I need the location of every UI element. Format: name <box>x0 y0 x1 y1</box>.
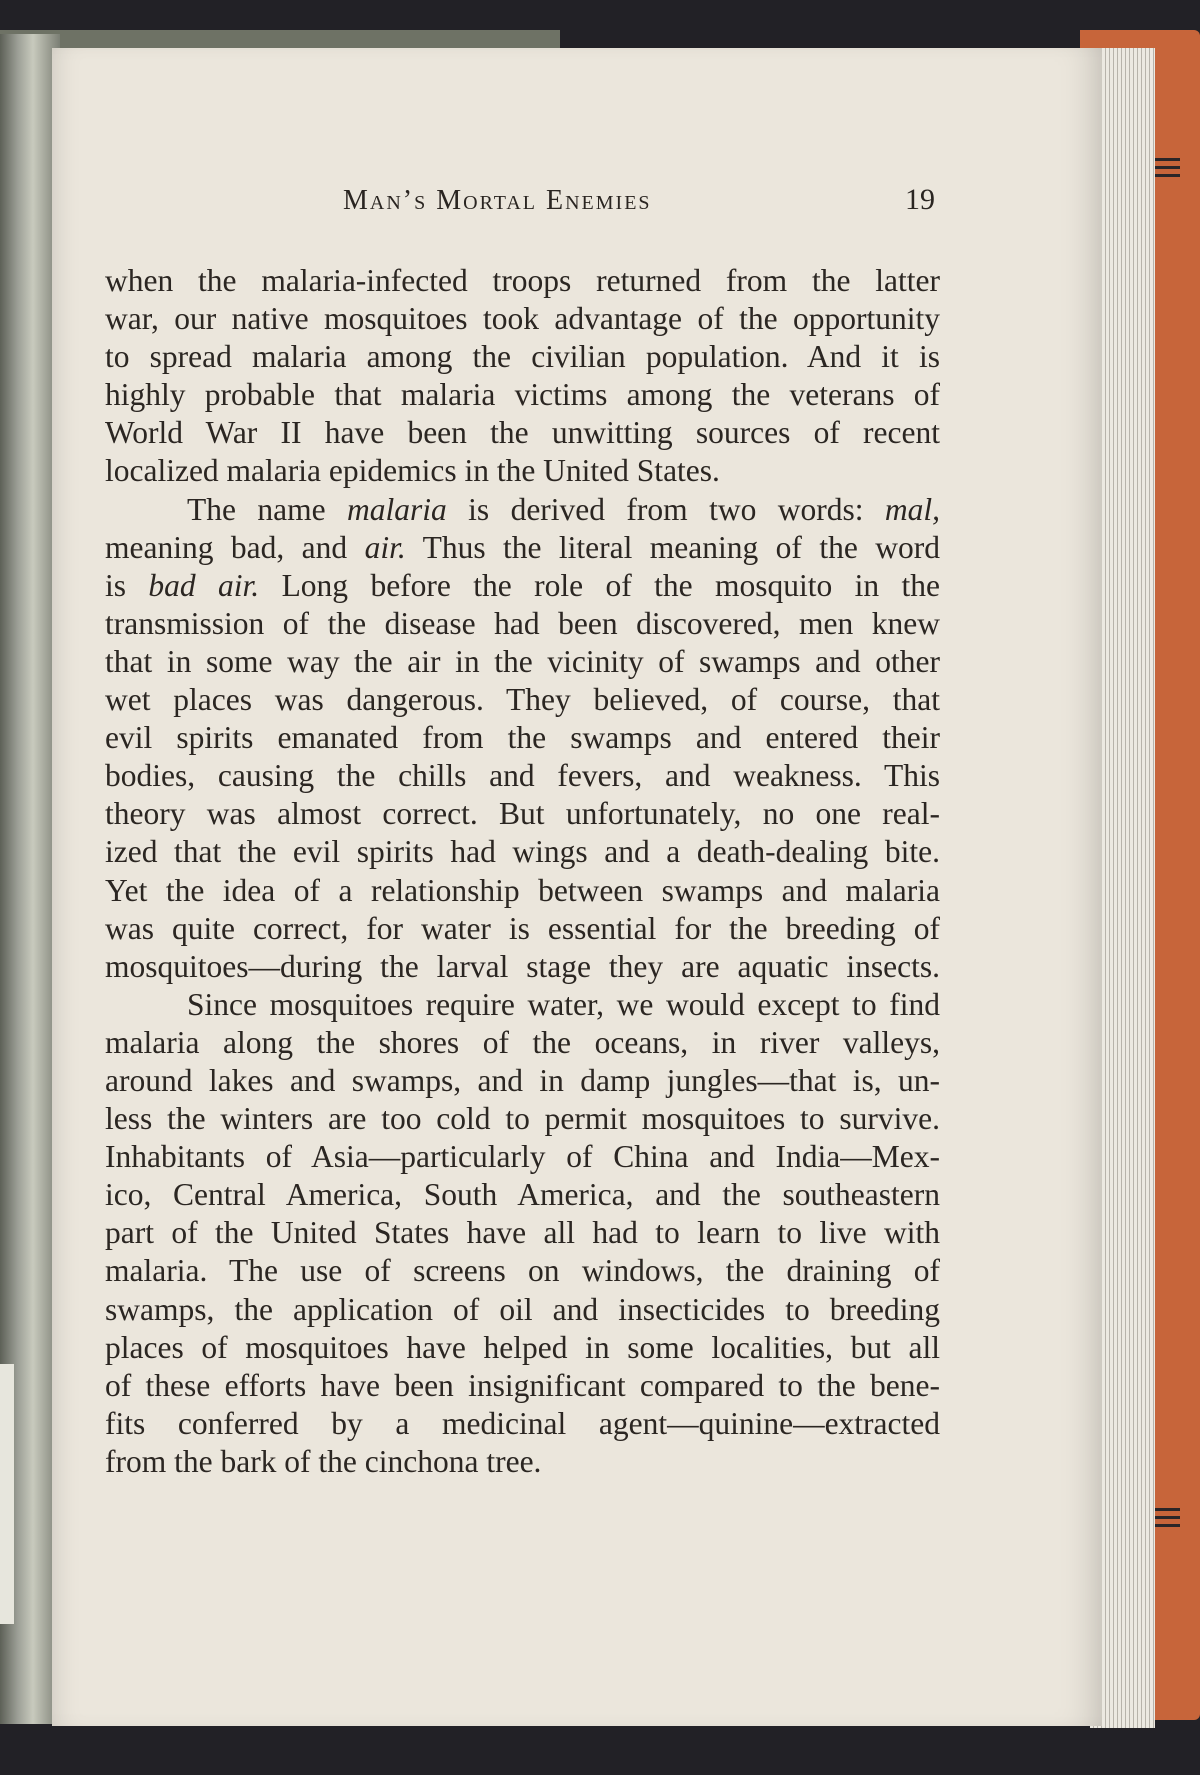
text-line: fits conferred by a medicinal agent—quinine—extracted <box>105 1405 940 1441</box>
text-line: meaning bad, and air. Thus the literal meaning of the word <box>105 529 940 565</box>
text-line: Yet the idea of a relationship between swamps and malaria <box>105 872 940 908</box>
text-line: places of mosquitoes have helped in some localities, but all <box>105 1329 940 1365</box>
edge-mark <box>1155 174 1180 177</box>
text-line: is bad air. Long before the role of the mosquito in the <box>105 567 940 603</box>
book-cover-left <box>0 34 60 1724</box>
edge-mark <box>1155 1508 1180 1511</box>
text-line: malaria. The use of screens on windows, the draining of <box>105 1253 940 1289</box>
text-line: when the malaria-infected troops returned from the latter <box>105 263 940 298</box>
text-line: less the winters are too cold to permit mosquitoes to survive. <box>105 1101 940 1137</box>
text-line: bodies, causing the chills and fevers, and weakness. This <box>105 758 940 794</box>
cover-endpaper <box>0 1364 14 1624</box>
text-line: from the bark of the cinchona tree. <box>105 1443 542 1479</box>
text-line: wet places was dangerous. They believed, of course, that <box>105 682 940 718</box>
text-line: part of the United States have all had to learn to live with <box>105 1215 940 1251</box>
italic-term: bad air. <box>148 567 260 603</box>
text-line: theory was almost correct. But unfortunately, no one real- <box>105 796 940 832</box>
italic-term: mal, <box>884 491 940 527</box>
italic-term: air. <box>364 529 406 565</box>
text-line: swamps, the application of oil and insecticides to breeding <box>105 1291 940 1327</box>
text-line: The name malaria is derived from two words: mal, <box>187 491 940 527</box>
body-text <box>105 262 940 1481</box>
edge-mark <box>1155 1516 1180 1519</box>
text-line: transmission of the disease had been discovered, men knew <box>105 605 940 641</box>
text-line: localized malaria epidemics in the United States. <box>105 453 720 489</box>
text-line: ico, Central America, South America, and the southeastern <box>105 1177 940 1213</box>
text-line: Inhabitants of Asia—particularly of China and India—Mex- <box>105 1139 940 1175</box>
edge-mark <box>1155 166 1180 169</box>
text-line: World War II have been the unwitting sources of recent <box>105 415 940 451</box>
text-line: of these efforts have been insignificant compared to the bene- <box>105 1367 940 1403</box>
text-line: malaria along the shores of the oceans, in river valleys, <box>105 1024 940 1060</box>
page-number: 19 <box>905 183 935 216</box>
italic-term: malaria <box>347 491 447 527</box>
edge-mark <box>1155 1524 1180 1527</box>
running-title: Man’s Mortal Enemies <box>343 185 652 216</box>
text-line: war, our native mosquitoes took advantage of the opportunity <box>105 301 940 337</box>
text-line: highly probable that malaria victims among the veterans of <box>105 377 940 413</box>
text-line: Since mosquitoes require water, we would except to find <box>187 986 940 1022</box>
text-line: ized that the evil spirits had wings and a death-dealing bite. <box>105 834 940 870</box>
text-line: evil spirits emanated from the swamps and entered their <box>105 720 940 756</box>
text-line: around lakes and swamps, and in damp jungles—that is, un- <box>105 1062 940 1098</box>
text-line: that in some way the air in the vicinity of swamps and other <box>105 643 940 679</box>
edge-mark <box>1155 158 1180 161</box>
text-line: was quite correct, for water is essential for the breeding of <box>105 910 940 946</box>
text-line: mosquitoes—during the larval stage they are aquatic insects. <box>105 948 940 984</box>
text-line: to spread malaria among the civilian population. And it is <box>105 339 940 375</box>
